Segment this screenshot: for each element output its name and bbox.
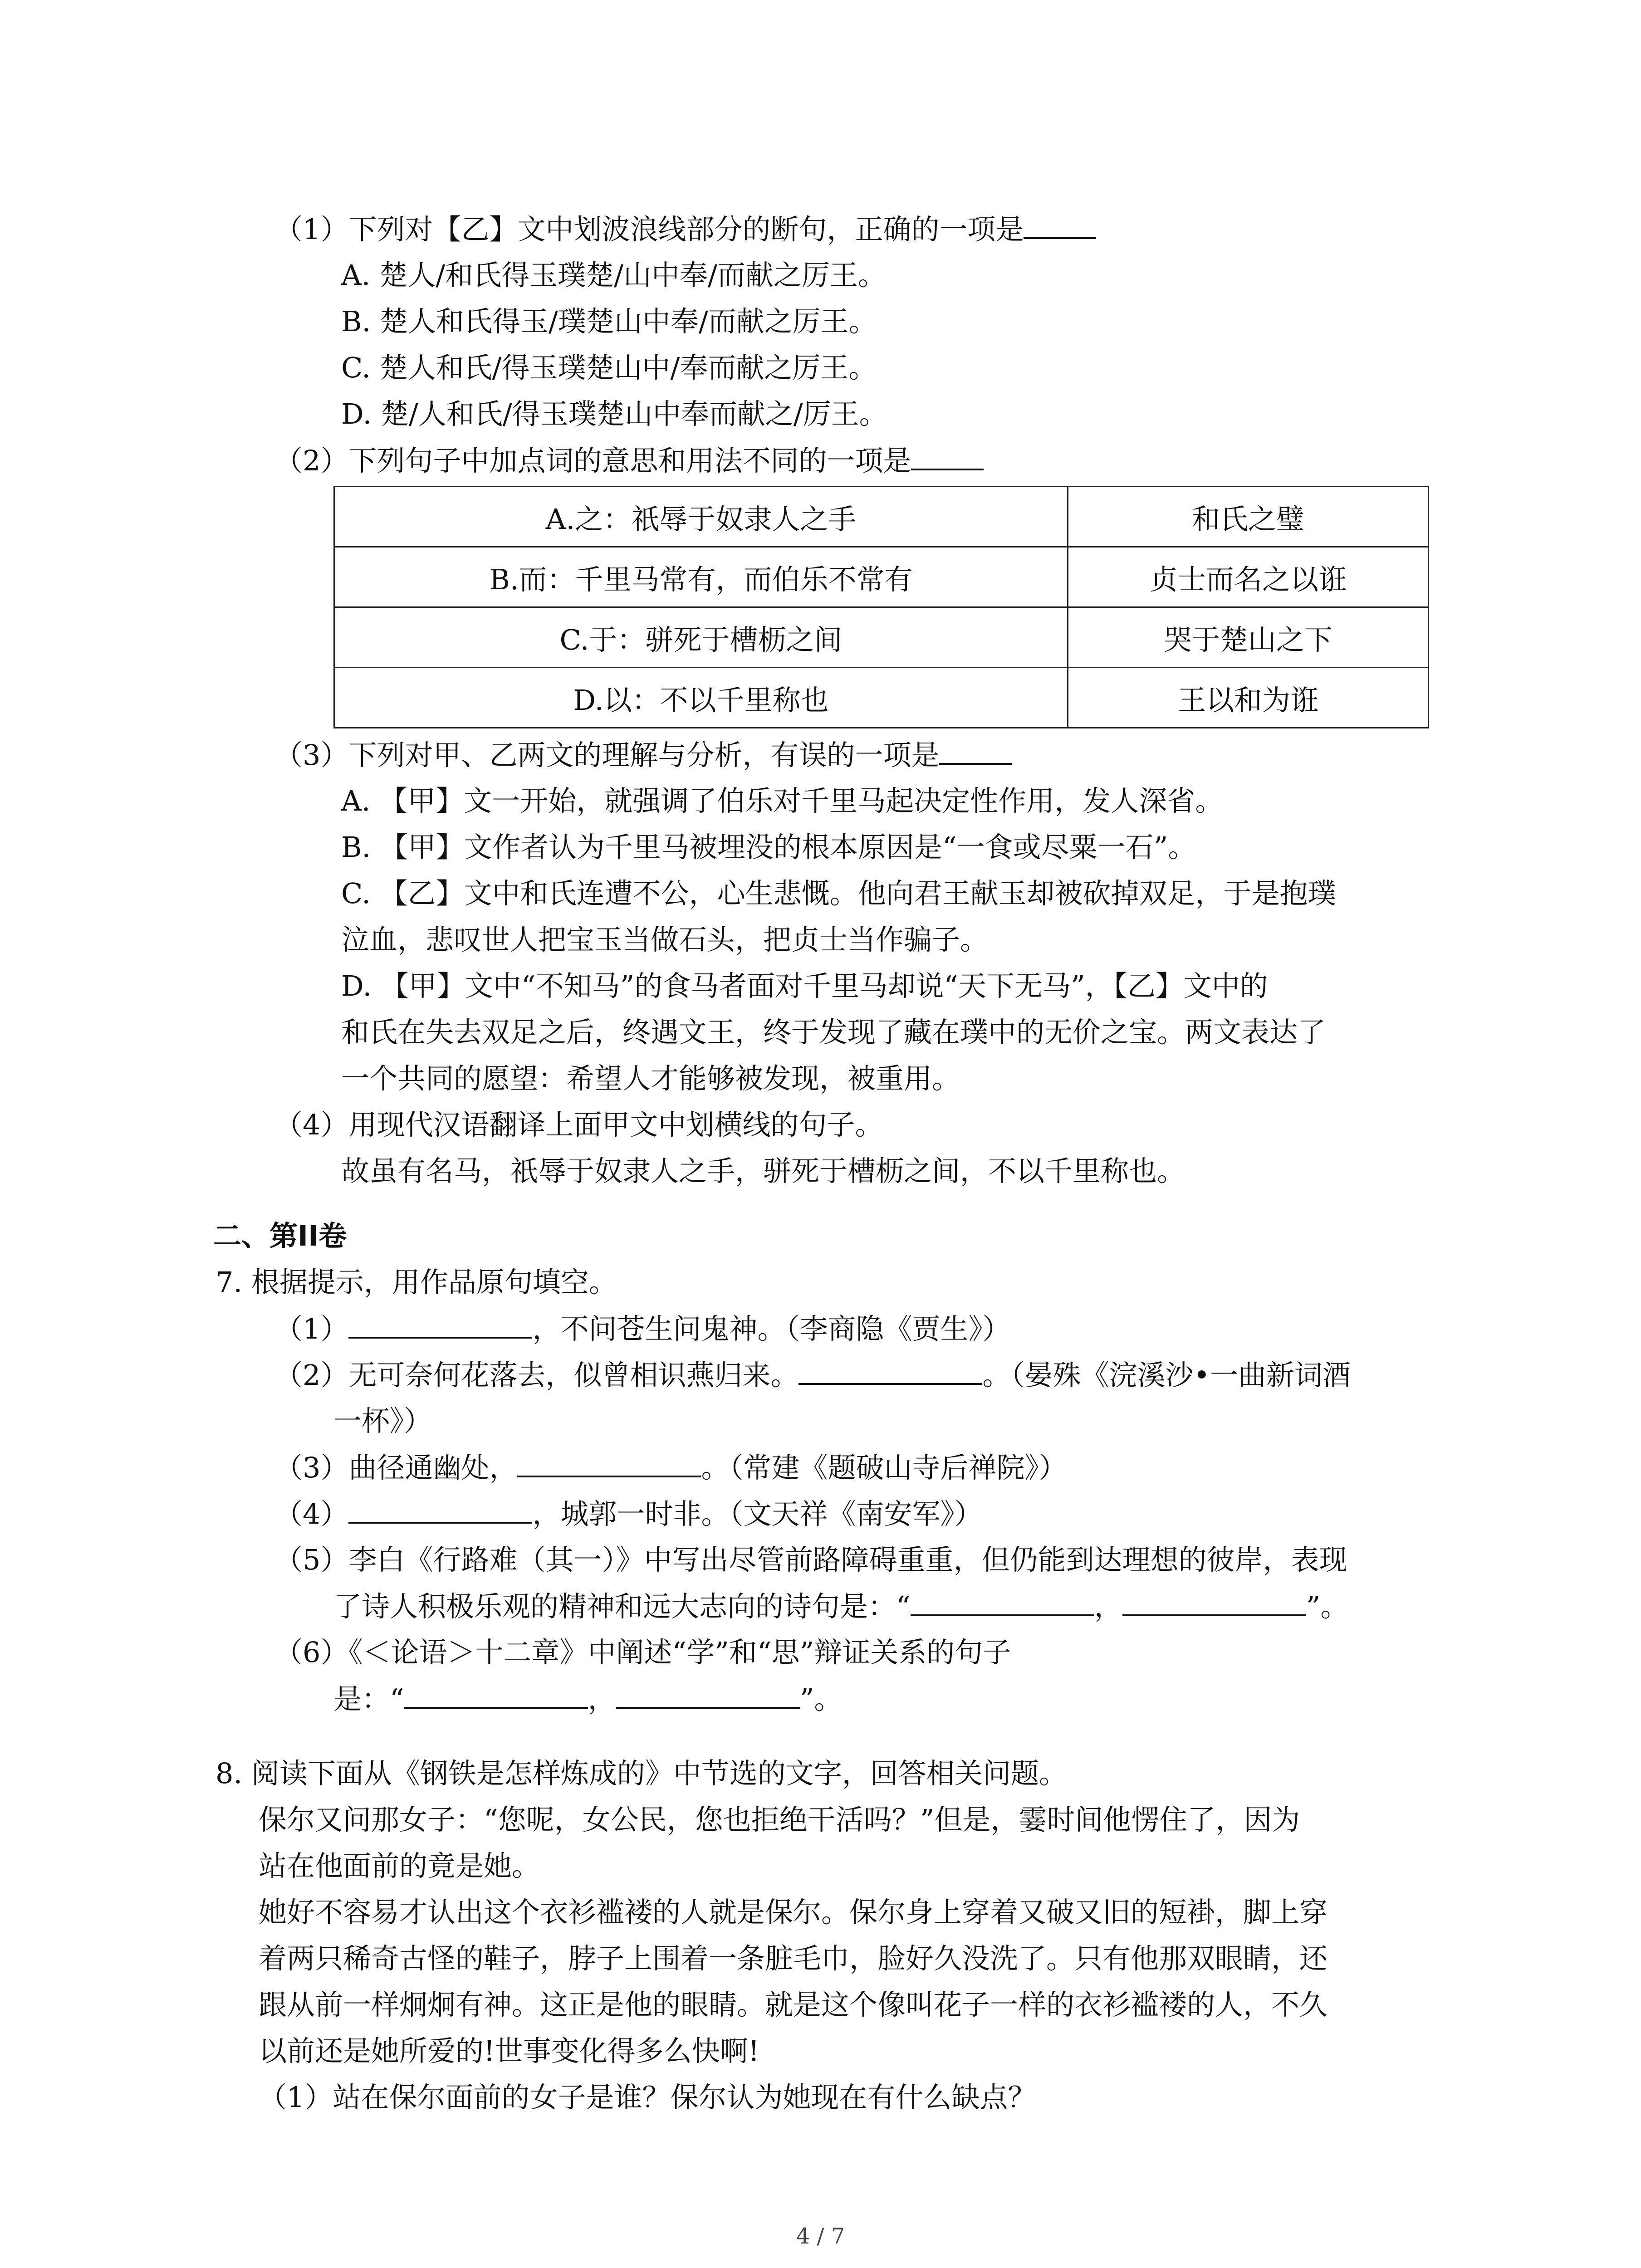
answer-blank[interactable]	[517, 1449, 701, 1477]
q6-part2-option-table	[333, 486, 1429, 728]
q6-part3-option-d-cont: 一个共同的愿望：希望人才能够被发现，被重用。	[341, 1062, 960, 1095]
q7-item-5: （5）李白《行路难（其一）》中写出尽管前路障碍重重，但仍能到达理想的彼岸，表现	[274, 1543, 1347, 1576]
q6-part3-option-d: D. 【甲】文中“不知马”的食马者面对千里马却说“天下无马”，【乙】文中的	[341, 969, 1268, 1002]
q6-part3-option-c-cont: 泣血，悲叹世人把宝玉当做石头，把贞士当作骗子。	[341, 923, 989, 956]
table-cell-right: 哭于楚山之下	[1068, 607, 1428, 668]
q6-part3-option-d-cont: 和氏在失去双足之后，终遇文王，终于发现了藏在璞中的无价之宝。两文表达了	[341, 1016, 1326, 1049]
page-number: 4 / 7	[796, 2224, 845, 2249]
answer-blank[interactable]	[1122, 1588, 1306, 1616]
table-cell-right: 贞士而名之以诳	[1068, 547, 1428, 607]
answer-blank[interactable]	[798, 1357, 982, 1385]
q6-part4-sentence: 故虽有名马，祇辱于奴隶人之手，骈死于槽枥之间，不以千里称也。	[341, 1154, 1185, 1188]
q8-stem: 8. 阅读下面从《钢铁是怎样炼成的》中节选的文字，回答相关问题。	[216, 1757, 1067, 1790]
table-cell-right: 和氏之璧	[1068, 487, 1428, 547]
table-cell-left: D.以：不以千里称也	[334, 668, 1068, 728]
q7-stem: 7. 根据提示，用作品原句填空。	[216, 1266, 617, 1299]
answer-blank[interactable]	[1024, 211, 1096, 239]
q7-item-6-cont: 是：“ ， ”。	[333, 1681, 842, 1717]
q6-part1-option-b: B. 楚人和氏得玉/璞楚山中奉/而献之厉王。	[341, 305, 877, 338]
q7-item-4: （4） ，城郭一时非。（文天祥《南安军》）	[274, 1496, 982, 1532]
q8-passage-line: 跟从前一样炯炯有神。这正是他的眼睛。就是这个像叫花子一样的衣衫褴褛的人，不久	[259, 1988, 1328, 2021]
section-title: 二、第II卷	[213, 1219, 347, 1252]
answer-blank[interactable]	[348, 1496, 532, 1524]
q6-part3-stem: （3）下列对甲、乙两文的理解与分析，有误的一项是	[274, 737, 1012, 773]
answer-blank[interactable]	[911, 442, 984, 470]
table-row	[334, 668, 1429, 728]
q6-part1-option-a: A. 楚人/和氏得玉璞楚/山中奉/而献之厉王。	[341, 259, 886, 292]
q6-part3-option-a: A. 【甲】文一开始，就强调了伯乐对千里马起决定性作用，发人深省。	[341, 784, 1224, 817]
q6-part3-option-c: C. 【乙】文中和氏连遭不公，心生悲慨。他向君王献玉却被砍掉双足，于是抱璞	[341, 877, 1336, 910]
table-cell-left: B.而：千里马常有，而伯乐不常有	[334, 547, 1068, 607]
q8-passage-line: 保尔又问那女子：“您呢，女公民，您也拒绝干活吗？”但是，霎时间他愣住了，因为	[259, 1803, 1300, 1836]
q7-item-2: （2）无可奈何花落去，似曾相识燕归来。 。（晏殊《浣溪沙•一曲新词酒	[274, 1357, 1351, 1393]
q8-subquestion-1: （1）站在保尔面前的女子是谁？保尔认为她现在有什么缺点？	[259, 2081, 1036, 2114]
table-cell-left: C.于：骈死于槽枥之间	[334, 607, 1068, 668]
q6-part3-option-b: B. 【甲】文作者认为千里马被埋没的根本原因是“一食或尽粟一石”。	[341, 831, 1196, 864]
q7-item-2-cont: 一杯》）	[333, 1404, 432, 1437]
answer-blank[interactable]	[616, 1681, 800, 1709]
table-row	[334, 547, 1429, 607]
answer-blank[interactable]	[939, 737, 1012, 765]
q7-item-6: （6）《＜论语＞十二章》中阐述“学”和“思”辩证关系的句子	[274, 1636, 1011, 1669]
q7-item-3: （3）曲径通幽处， 。（常建《题破山寺后禅院》）	[274, 1449, 1067, 1486]
answer-blank[interactable]	[404, 1681, 588, 1709]
table-cell-right: 王以和为诳	[1068, 668, 1428, 728]
q7-item-5-cont: 了诗人积极乐观的精神和远大志向的诗句是：“ ， ”。	[333, 1588, 1348, 1625]
q8-passage-line: 站在他面前的竟是她。	[259, 1849, 540, 1882]
q8-passage-line: 着两只稀奇古怪的鞋子，脖子上围着一条脏毛巾，脸好久没洗了。只有他那双眼睛，还	[259, 1942, 1328, 1975]
table-row	[334, 607, 1429, 668]
answer-blank[interactable]	[911, 1588, 1094, 1616]
answer-blank[interactable]	[348, 1310, 532, 1339]
q6-part1-stem: （1）下列对【乙】文中划波浪线部分的断句，正确的一项是	[274, 211, 1096, 248]
q7-item-1: （1） ，不问苍生问鬼神。（李商隐《贾生》）	[274, 1310, 1010, 1347]
table-row	[334, 487, 1429, 547]
q6-part4-stem: （4）用现代汉语翻译上面甲文中划横线的句子。	[274, 1108, 883, 1141]
q8-passage-line: 她好不容易才认出这个衣衫褴褛的人就是保尔。保尔身上穿着又破又旧的短褂，脚上穿	[259, 1896, 1328, 1929]
table-cell-left: A.之：祇辱于奴隶人之手	[334, 487, 1068, 547]
q8-passage-line: 以前还是她所爱的!世事变化得多么快啊!	[259, 2034, 759, 2068]
q6-part1-option-d: D. 楚/人和氏/得玉璞楚山中奉而献之/厉王。	[341, 397, 887, 430]
q6-part2-stem: （2）下列句子中加点词的意思和用法不同的一项是	[274, 442, 984, 479]
q6-part1-option-c: C. 楚人和氏/得玉璞楚山中/奉而献之厉王。	[341, 351, 877, 384]
